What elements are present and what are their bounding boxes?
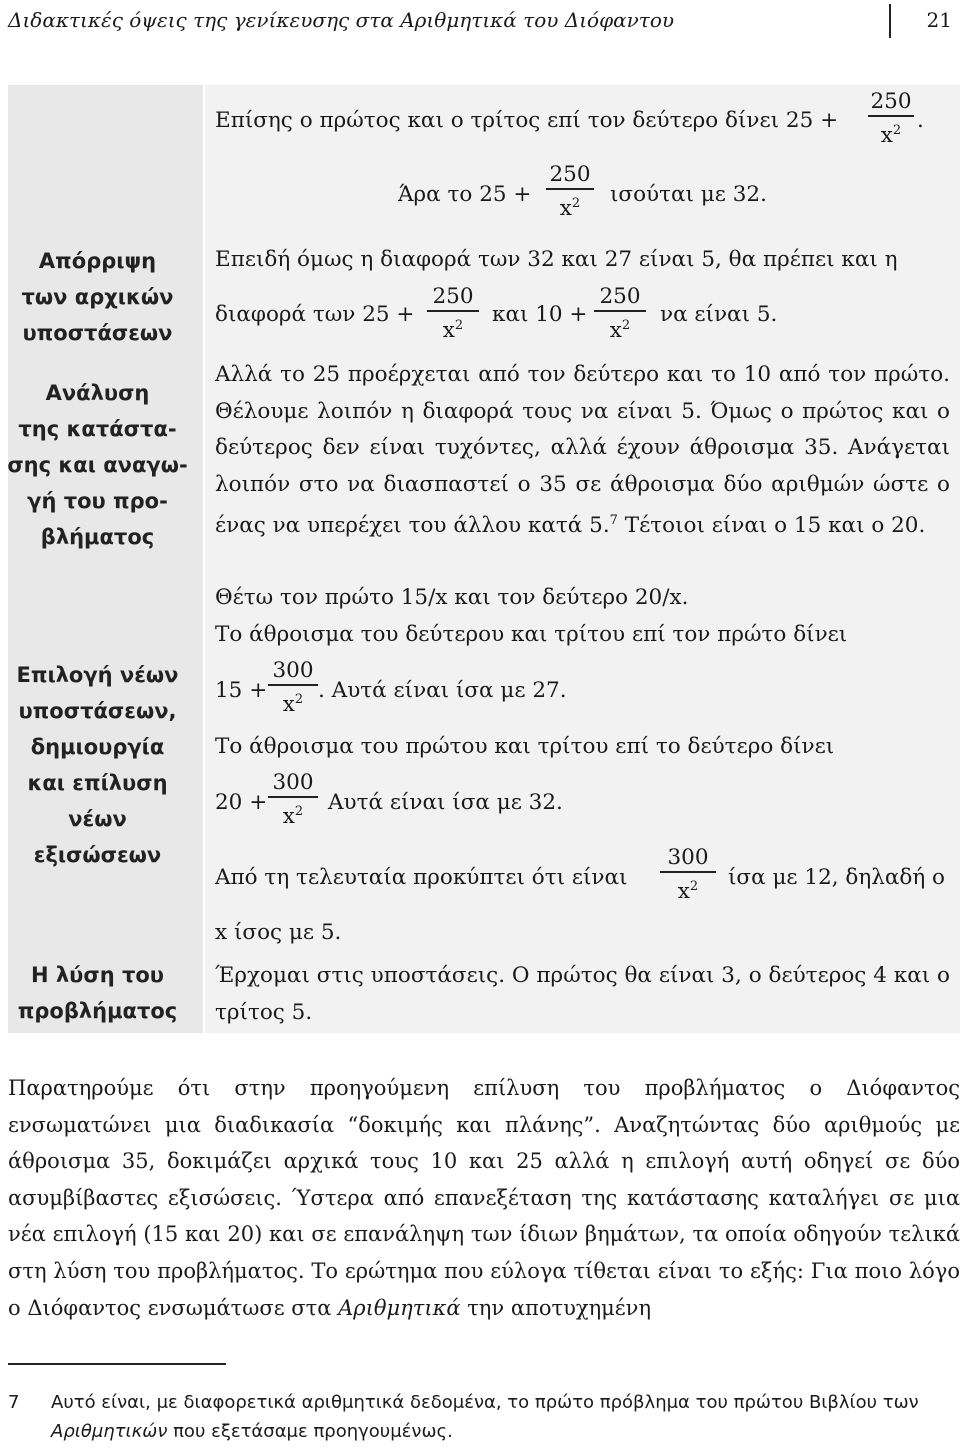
variable-x: x xyxy=(442,318,455,344)
margin-line: γή του προ- xyxy=(27,489,168,513)
analysis-paragraph xyxy=(215,357,950,545)
fraction-300-over-x2 xyxy=(268,771,318,829)
variable-x: x xyxy=(282,692,295,718)
solution-line-1: Επίσης ο πρώτος και ο τρίτος επί τον δεύτερο δίνει 25 + xyxy=(215,108,839,133)
exponent: 2 xyxy=(621,318,631,333)
variable-x: x xyxy=(677,879,690,905)
fraction-250-over-x2 xyxy=(546,163,594,221)
solution-line-9-post: Αυτά είναι ίσα με 32. xyxy=(328,790,563,815)
fraction-250-over-x2 xyxy=(868,90,914,148)
exponent: 2 xyxy=(571,196,581,211)
footnote-ref: 7 xyxy=(609,513,618,529)
margin-line: υποστάσεων xyxy=(22,321,173,345)
fraction-bar xyxy=(868,115,914,117)
running-header xyxy=(8,4,952,38)
solution-line-7-pre: 15 + xyxy=(215,678,268,703)
numerator: 250 xyxy=(870,89,912,114)
solution-line-4c: να είναι 5. xyxy=(660,302,778,327)
solution-line-4a: διαφορά των 25 + xyxy=(215,302,415,327)
numerator: 250 xyxy=(599,284,641,309)
solution-line-10-pre: Από τη τελευταία προκύπτει ότι είναι xyxy=(215,865,628,890)
margin-line: της κατάστα- xyxy=(18,417,177,441)
denominator xyxy=(868,119,914,148)
variable-x: x xyxy=(559,196,572,222)
footnote-number: 7 xyxy=(8,1392,20,1413)
body-paragraph xyxy=(8,1070,960,1326)
margin-note-rejection xyxy=(0,243,195,351)
exponent: 2 xyxy=(689,879,699,894)
margin-line: νέων xyxy=(68,807,127,831)
solution-line-3: Επειδή όμως η διαφορά των 32 και 27 είναι 5, θα πρέπει και η xyxy=(215,247,898,272)
denominator xyxy=(546,192,594,221)
margin-note-analysis xyxy=(0,375,195,555)
variable-x: x xyxy=(880,123,893,149)
solution-box xyxy=(205,85,960,1033)
numerator: 250 xyxy=(432,284,474,309)
body-italic: Αριθμητικά xyxy=(338,1295,461,1320)
solution-line-4b: και 10 + xyxy=(492,302,588,327)
solution-line-11: x ίσος με 5. xyxy=(215,920,342,945)
denominator xyxy=(660,875,716,904)
running-title: Διδακτικές όψεις της γενίκευσης στα Αριθμητικά του Διόφαντου xyxy=(8,8,675,32)
variable-x: x xyxy=(282,804,295,830)
variable-x: x xyxy=(609,318,622,344)
margin-line: Επιλογή νέων xyxy=(16,663,179,687)
fraction-bar xyxy=(546,188,594,190)
margin-line: των αρχικών xyxy=(21,285,174,309)
exponent: 2 xyxy=(454,318,464,333)
exponent: 2 xyxy=(892,123,902,138)
numerator: 250 xyxy=(549,162,591,187)
solution-line-7-post: . Αυτά είναι ίσα με 27. xyxy=(318,678,567,703)
solution-line-2-post: ισούται με 32. xyxy=(610,182,767,207)
margin-line: εξισώσεων xyxy=(33,843,162,867)
fraction-300-over-x2 xyxy=(660,846,716,904)
solution-line-2-pre: Άρα το 25 + xyxy=(398,182,532,207)
margin-line: και επίλυση xyxy=(27,771,168,795)
margin-line: δημιουργία xyxy=(30,735,165,759)
footnote-text-part: που εξετάσαμε προηγουμένως. xyxy=(167,1421,453,1442)
margin-notes-column xyxy=(8,85,203,1033)
denominator xyxy=(594,314,646,343)
solution-line-5: Θέτω τον πρώτο 15/x και τον δεύτερο 20/x. xyxy=(215,585,689,610)
period: . xyxy=(917,108,924,133)
denominator xyxy=(268,800,318,829)
margin-line: Η λύση του xyxy=(31,963,164,987)
solution-paragraph: Έρχομαι στις υποστάσεις. Ο πρώτος θα είναι 3, ο δεύτερος 4 και ο τρίτος 5. xyxy=(215,963,950,1025)
margin-line: βλήματος xyxy=(40,525,155,549)
footnote-text xyxy=(51,1388,956,1446)
numerator: 300 xyxy=(667,845,709,870)
solution-line-6: Το άθροισμα του δεύτερου και τρίτου επί τον πρώτο δίνει xyxy=(215,622,848,647)
footnote-rule xyxy=(8,1363,226,1365)
fraction-bar xyxy=(594,310,646,312)
solution-line-9-pre: 20 + xyxy=(215,790,268,815)
fraction-bar xyxy=(268,684,318,686)
margin-line: υποστάσεων, xyxy=(18,699,177,723)
margin-note-solution xyxy=(0,957,195,1029)
margin-note-new-choice xyxy=(0,657,195,873)
analysis-text-end: Τέτοιοι είναι ο 15 και ο 20. xyxy=(617,513,926,539)
exponent: 2 xyxy=(294,692,304,707)
footnote-italic: Αριθμητικών xyxy=(51,1421,168,1442)
page-number: 21 xyxy=(926,8,952,32)
denominator xyxy=(268,688,318,717)
fraction-300-over-x2 xyxy=(268,659,318,717)
margin-line: σης και αναγω- xyxy=(7,453,188,477)
margin-line: προβλήματος xyxy=(17,999,178,1023)
body-text-end: την αποτυχημένη xyxy=(460,1295,652,1320)
numerator: 300 xyxy=(272,658,314,683)
fraction-250-over-x2 xyxy=(427,285,479,343)
fraction-bar xyxy=(268,796,318,798)
denominator xyxy=(427,314,479,343)
body-text: Παρατηρούμε ότι στην προηγούμενη επίλυση του προβλήματος ο Διόφαντος ενσωματώνει μια διαδικασία “δοκιμής και πλάνης”. Αναζητώντας δύο αριθμούς με άθροισμα 35, δοκιμάζει αρχικά τους 10 και 25 αλλά η επιλογή αυτή οδηγεί σε δύο ασυμβίβαστες εξισώσεις. Ύστερα από επανεξέταση της κατάστασης καταλήγει σε μια νέα επιλογή (15 και 20) και σε επανάληψη των ίδιων βημάτων, τα οποία οδηγούν τελικά στη λύση του προβλήματος. Το ερώτημα που εύλογα τίθεται είναι το εξής: Για ποιο λόγο ο Διόφαντος ενσωμάτωσε στα xyxy=(8,1076,960,1320)
solution-line-8: Το άθροισμα του πρώτου και τρίτου επί το δεύτερο δίνει xyxy=(215,734,835,759)
exponent: 2 xyxy=(294,804,304,819)
fraction-bar xyxy=(427,310,479,312)
footnote-text-part: Αυτό είναι, με διαφορετικά αριθμητικά δεδομένα, το πρώτο πρόβλημα του πρώτου Βιβλίου των xyxy=(51,1392,919,1413)
margin-line: Απόρριψη xyxy=(38,249,157,273)
solution-line-10-post: ίσα με 12, δηλαδή ο xyxy=(728,865,946,890)
margin-line: Ανάλυση xyxy=(45,381,150,405)
fraction-250-over-x2 xyxy=(594,285,646,343)
numerator: 300 xyxy=(272,770,314,795)
fraction-bar xyxy=(660,871,716,873)
analysis-text: Αλλά το 25 προέρχεται από τον δεύτερο και το 10 από τον πρώτο. Θέλουμε λοιπόν η διαφορά τους να είναι 5. Όμως ο πρώτος και ο δεύτερος δεν είναι τυχόντες, αλλά έχουν άθροισμα 35. Ανάγεται λοιπόν στο να διασπαστεί ο 35 σε άθροισμα δύο αριθμών ώστε ο ένας να υπερέχει του άλλου κατά 5. xyxy=(215,362,950,539)
header-divider xyxy=(889,4,891,38)
